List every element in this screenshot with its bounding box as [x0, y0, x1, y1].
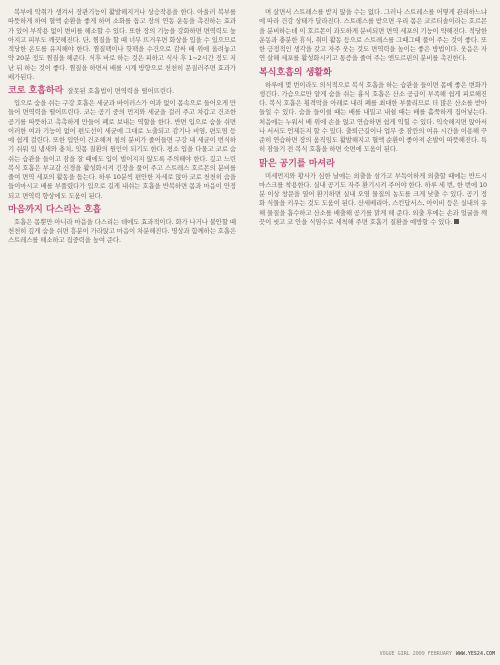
end-mark-icon: [454, 219, 459, 224]
section-heading-text: 코로 호흡하라: [8, 86, 64, 96]
clean-air-text: 미세먼지와 황사가 심한 날에는 외출을 삼가고 부득이하게 외출할 때에는 반드시 마스크를 착용한다. 실내 공기도 자주 환기시켜 주어야 한다. 하루 세 번, 한 번에 10분 이상 창문을 열어 환기하면 실내 오염 물질의 농도를 크게 낮출 수 있다. 공기 정화 식물을 키우는 것도 도움이 된다. 산세베리아, 스킨답서스, 아이비 등은 실내의 유해 물질을 흡수하고 산소를 배출해 공기를 맑게 해 준다. 외출 후에는 손과 얼굴을 깨끗이 씻고 코 안을 식염수로 세척해 주면 호흡기 질환을 예방할 수 있다.: [259, 171, 487, 226]
right-column: [259, 8, 487, 638]
footer-brand: WWW.YES24.COM: [455, 651, 495, 657]
left-intro-paragraph: 복부에 악취가 생겨서 장관기능이 활발해지거나 상승작용을 한다. 아울러 복부를 따뜻하게 하여 혈액 순환을 좋게 하며 소화를 돕고 장의 연동 운동을 촉진하는 효과가 있어 부작용 없이 변비를 해소할 수 있다. 또한 장의 기능을 강화하면 면역력도 높아지고 피부도 깨끗해진다. 단, 찜질을 할 때 너무 뜨거우면 화상을 입을 수 있으므로 적당한 온도를 유지해야 한다. 찜질팩이나 핫팩을 수건으로 감싸 배 위에 올려놓고 약 20분 정도 찜질을 해준다. 식후 바로 하는 것은 피하고 식사 후 1~2시간 정도 지난 뒤 하는 것이 좋다. 찜질을 하면서 배를 시계 방향으로 천천히 문질러주면 효과가 배가된다.: [8, 8, 236, 81]
nose-breathing-paragraph: 입으로 숨을 쉬는 구강 호흡은 세균과 바이러스가 여과 없이 몸속으로 들어오게 만들어 면역력을 떨어뜨린다. 코는 공기 중의 먼지와 세균을 걸러 주고 차갑고 건조한 공기를 따뜻하고 촉촉하게 만들어 폐로 보내는 역할을 한다. 반면 입으로 숨을 쉬면 이러한 여과 기능이 없어 편도선이 세균에 그대로 노출되고 감기나 비염, 편도염 등에 쉽게 걸린다. 또한 입안이 건조해져 침의 분비가 줄어들면 구강 내 세균이 번식하기 쉬워 입 냄새와 충치, 잇몸 질환의 원인이 되기도 한다. 평소 입을 다물고 코로 숨 쉬는 습관을 들이고 잠을 잘 때에도 입이 벌어지지 않도록 주의해야 한다. 깊고 느린 복식 호흡은 부교감 신경을 활성화시켜 긴장을 풀어 주고 스트레스 호르몬의 분비를 줄여 면역 세포의 활동을 돕는다. 하루 10분씩 편안한 자세로 앉아 코로 천천히 숨을 들이마시고 배를 부풀렸다가 입으로 길게 내쉬는 호흡을 반복하면 몸과 마음이 안정되고 면역력 향상에도 도움이 된다.: [8, 99, 236, 200]
clean-air-paragraph: [259, 172, 487, 228]
abdominal-breathing-paragraph: 하루에 몇 번이라도 의식적으로 복식 호흡을 하는 습관을 들이면 몸에 좋은 변화가 생긴다. 가슴으로만 얕게 숨을 쉬는 흉식 호흡은 산소 공급이 부족해 쉽게 피로해진다. 복식 호흡은 횡격막을 아래로 내려 폐를 최대한 부풀리므로 더 많은 산소를 받아들일 수 있다. 숨을 들이쉴 때는 배를 내밀고 내쉴 때는 배를 홀쭉하게 집어넣는다. 처음에는 누워서 배 위에 손을 얹고 연습하면 쉽게 익힐 수 있다. 익숙해지면 앉아서나 서서도 언제든지 할 수 있다. 출퇴근길이나 업무 중 잠깐의 여유 시간을 이용해 꾸준히 연습하면 장의 움직임도 활발해지고 혈액 순환이 좋아져 손발이 따뜻해진다. 특히 잠들기 전 복식 호흡을 하면 숙면에 도움이 된다.: [259, 80, 487, 154]
page-footer: [259, 648, 495, 660]
section-heading-nose-breathing: [8, 85, 236, 97]
section-heading-clean-air: [259, 158, 487, 170]
section-heading-abdominal-breathing: [259, 67, 487, 79]
footer-text: VOGUE GIRL 2009 FEBRUARY: [379, 651, 452, 657]
section-lead-text: 잘못된 호흡법이 면역력을 떨어뜨린다.: [67, 87, 175, 95]
section-heading-text: 마음까지 다스리는 호흡: [8, 204, 102, 215]
section-heading-text: 맑은 공기를 마셔라: [259, 158, 335, 169]
mind-breathing-paragraph: 호흡은 몸뿐만 아니라 마음을 다스리는 데에도 효과적이다. 화가 나거나 불안할 때 천천히 깊게 숨을 쉬면 흥분이 가라앉고 마음이 차분해진다. 명상과 함께하는 호흡은 스트레스를 해소하고 집중력을 높여 준다.: [8, 217, 236, 245]
left-column: [8, 8, 236, 653]
section-heading-mind-breathing: [8, 204, 236, 216]
right-intro-paragraph: 며 살면서 스트레스를 받지 않을 수는 없다. 그러나 스트레스를 어떻게 관리하느냐에 따라 건강 상태가 달라진다. 스트레스를 받으면 우리 몸은 코르티솔이라는 호르몬을 분비하는데 이 호르몬이 과도하게 분비되면 면역 세포의 기능이 약해진다. 적당한 운동과 충분한 휴식, 취미 활동 등으로 스트레스를 그때그때 풀어 주는 것이 좋다. 또한 긍정적인 생각을 갖고 자주 웃는 것도 면역력을 높이는 좋은 방법이다. 웃음은 자연 살해 세포를 활성화시키고 통증을 줄여 주는 엔도르핀의 분비를 촉진한다.: [259, 8, 487, 63]
section-heading-text: 복식호흡의 생활화: [259, 67, 332, 78]
